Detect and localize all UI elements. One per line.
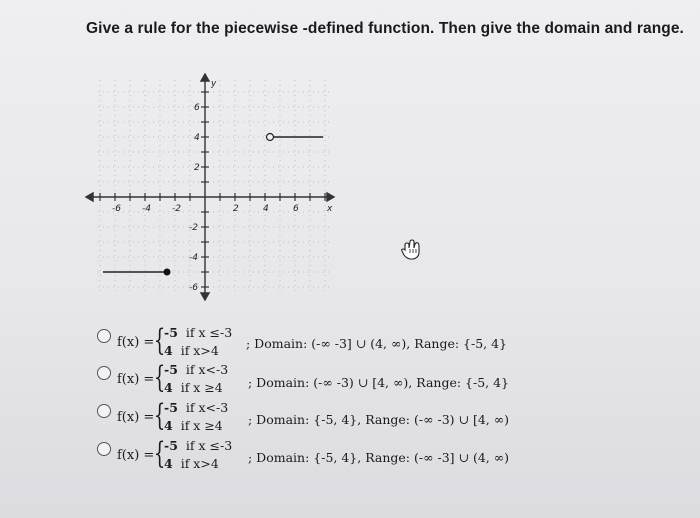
- bottom-condition: if x>4: [180, 343, 219, 358]
- y-tick-label: 4: [194, 133, 200, 143]
- x-tick-label: 2: [233, 204, 239, 214]
- y-tick-label: -2: [189, 223, 198, 233]
- choice-d[interactable]: [0, 437, 700, 481]
- y-tick-label: 2: [194, 163, 200, 173]
- top-piece: [164, 362, 228, 377]
- piecewise-brace: {: [153, 323, 166, 358]
- bottom-piece: [164, 380, 223, 395]
- radio-button[interactable]: [97, 329, 111, 343]
- top-piece: [164, 438, 232, 453]
- grid-lines: [98, 80, 330, 294]
- axis-ticks: [100, 92, 325, 287]
- x-tick-label: 6: [293, 204, 299, 214]
- y-axis-label: y: [211, 79, 217, 89]
- radio-button[interactable]: [97, 442, 111, 456]
- top-value: -5: [164, 438, 178, 453]
- y-tick-label: -4: [189, 253, 198, 263]
- bottom-value: 4: [164, 456, 173, 471]
- radio-button[interactable]: [97, 366, 111, 380]
- axes: [86, 74, 334, 300]
- piecewise-brace: {: [153, 436, 166, 471]
- x-tick-label: -2: [172, 204, 181, 214]
- top-value: -5: [164, 362, 178, 377]
- domain-range-text: ; Domain: (-∞ -3] ∪ (4, ∞), Range: {-5, 4}: [246, 336, 508, 351]
- bottom-condition: if x ≥4: [180, 380, 223, 395]
- top-piece: [164, 325, 232, 340]
- x-tick-label: -6: [112, 204, 121, 214]
- domain-range-text: ; Domain: (-∞ -3) ∪ [4, ∞), Range: {-5, 4}: [248, 375, 510, 390]
- question-text: Give a rule for the piecewise -defined function. Then give the domain and range.: [86, 20, 684, 37]
- function-label: f(x) =: [117, 410, 155, 425]
- top-piece: [164, 400, 228, 415]
- bottom-piece: [164, 456, 219, 471]
- bottom-value: 4: [164, 380, 173, 395]
- piecewise-brace: {: [153, 398, 166, 433]
- closed-endpoint: [164, 269, 171, 276]
- x-tick-label: -4: [142, 204, 151, 214]
- top-value: -5: [164, 400, 178, 415]
- top-value: -5: [164, 325, 178, 340]
- top-condition: if x ≤-3: [185, 325, 233, 340]
- open-endpoint: [267, 134, 274, 141]
- y-tick-label: 6: [194, 103, 200, 113]
- bottom-condition: if x>4: [180, 456, 219, 471]
- bottom-condition: if x ≥4: [180, 418, 223, 433]
- piecewise-brace: {: [153, 360, 166, 395]
- function-label: f(x) =: [117, 448, 155, 463]
- radio-button[interactable]: [97, 404, 111, 418]
- domain-range-text: ; Domain: {-5, 4}, Range: (-∞ -3) ∪ [4, ∞): [248, 412, 510, 427]
- y-tick-label: -6: [189, 283, 198, 293]
- bottom-piece: [164, 343, 219, 358]
- top-condition: if x<-3: [185, 400, 229, 415]
- domain-range-text: ; Domain: {-5, 4}, Range: (-∞ -3] ∪ (4, ∞): [248, 450, 510, 465]
- function-label: f(x) =: [117, 335, 155, 350]
- x-axis-label: x: [327, 204, 333, 214]
- piecewise-graph: [80, 68, 350, 308]
- top-condition: if x ≤-3: [185, 438, 233, 453]
- x-tick-label: 4: [263, 204, 269, 214]
- bottom-value: 4: [164, 418, 173, 433]
- top-condition: if x<-3: [185, 362, 229, 377]
- hand-pointer-icon: [400, 239, 424, 261]
- function-label: f(x) =: [117, 372, 155, 387]
- bottom-value: 4: [164, 343, 173, 358]
- bottom-piece: [164, 418, 223, 433]
